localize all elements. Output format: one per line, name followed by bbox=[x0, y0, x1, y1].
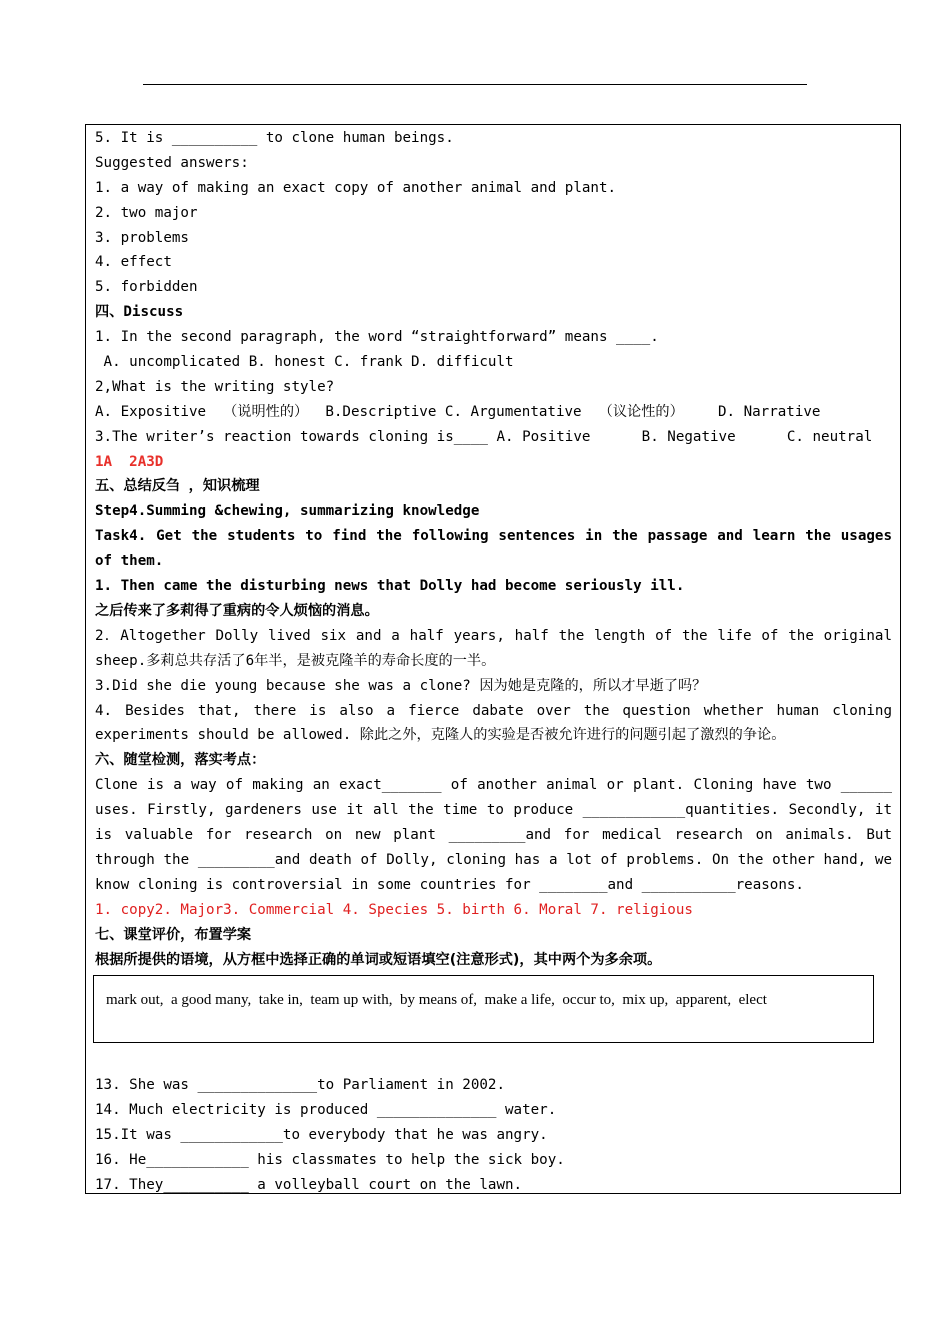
sentence-4: 4. Besides that, there is also a fierce dabate over the question whether human cloning experiments should be allowed. 除此之外，克隆人的实验是否被允许进行的问题引起了激烈的争论。 bbox=[95, 702, 892, 744]
exercise-item: 17. They__________ a volleyball court on the lawn. bbox=[95, 1177, 523, 1194]
cloze-answers: 1. copy2. Major3. Commercial 4. Species 5. birth 6. Moral 7. religious bbox=[95, 901, 693, 918]
exercise-list bbox=[95, 1073, 892, 1197]
task4-instruction: Task4. Get the students to find the following sentences in the passage and learn the usages of them. bbox=[95, 528, 892, 570]
word-bank: mark out, a good many, take in, team up with, by means of, make a life, occur to, mix up, apparent, elect bbox=[106, 992, 767, 1009]
word-bank-box bbox=[93, 975, 874, 1043]
sentence-1-translation: 之后传来了多莉得了重病的令人烦恼的消息。 bbox=[95, 602, 379, 619]
text-line: 3.The writer’s reaction towards cloning is____ A. Positive B. Negative C. neutral bbox=[95, 428, 873, 445]
exercise-item: 14. Much electricity is produced ______________ water. bbox=[95, 1102, 557, 1119]
text-line: Suggested answers: bbox=[95, 154, 249, 171]
sentence-2: 2．Altogether Dolly lived six and a half years, half the length of the life of the original sheep.多莉总共存活了6年半，是被克隆羊的寿命长度的一半。 bbox=[95, 627, 892, 669]
exercise-item: 13. She was ______________to Parliament in 2002. bbox=[95, 1077, 505, 1094]
sentence-3: 3.Did she die young because she was a clone? 因为她是克隆的，所以才早逝了吗？ bbox=[95, 677, 707, 694]
sentence-1: 1. Then came the disturbing news that Dolly had become seriously ill. bbox=[95, 578, 685, 595]
exercise-item: 15.It was ____________to everybody that he was angry. bbox=[95, 1127, 548, 1144]
exercise-item: 16. He____________ his classmates to help the sick boy. bbox=[95, 1152, 565, 1169]
section-7-instruction: 根据所提供的语境，从方框中选择正确的单词或短语填空(注意形式)，其中两个为多余项。 bbox=[95, 951, 662, 968]
text-line: 五、总结反刍 ，知识梳理 bbox=[95, 478, 260, 495]
text-line: A. Expositive （说明性的） B.Descriptive C. Argumentative （议论性的） D. Narrative bbox=[95, 403, 821, 420]
text-line: 2. two major bbox=[95, 204, 198, 221]
text-line: 5. forbidden bbox=[95, 279, 198, 296]
worksheet-content bbox=[95, 126, 892, 1198]
text-line: 2,What is the writing style? bbox=[95, 378, 335, 395]
text-line: 1. In the second paragraph, the word “straightforward” means ____. bbox=[95, 329, 659, 346]
text-line: 1. a way of making an exact copy of another animal and plant. bbox=[95, 179, 617, 196]
text-line: 4. effect bbox=[95, 254, 172, 271]
section-7-title: 七、课堂评价，布置学案 bbox=[95, 926, 252, 943]
cloze-paragraph: Clone is a way of making an exact_______ of another animal or plant. Cloning have two ______ uses. Firstly, gardeners use it all the time to produce ____________quantities. Secondly, it is valuable for research on new plant _________and for medical research on animals. But through the _________and death of Dolly, cloning has a lot of problems. On the other hand, we know cloning is controversial in some countries for ________and ___________reasons. bbox=[95, 777, 892, 893]
text-line: 5. It is __________ to clone human beings. bbox=[95, 130, 454, 146]
header-rule bbox=[143, 84, 807, 85]
text-line: 1A 2A3D bbox=[95, 453, 164, 470]
text-line: Step4.Summing &chewing, summarizing knowledge bbox=[95, 503, 480, 520]
text-line: 四、Discuss bbox=[95, 304, 184, 321]
text-line: 3. problems bbox=[95, 229, 189, 246]
text-line: A. uncomplicated B. honest C. frank D. difficult bbox=[95, 354, 514, 371]
answers-and-discussion bbox=[95, 126, 892, 524]
section-6-title: 六、随堂检测，落实考点： bbox=[95, 752, 266, 769]
